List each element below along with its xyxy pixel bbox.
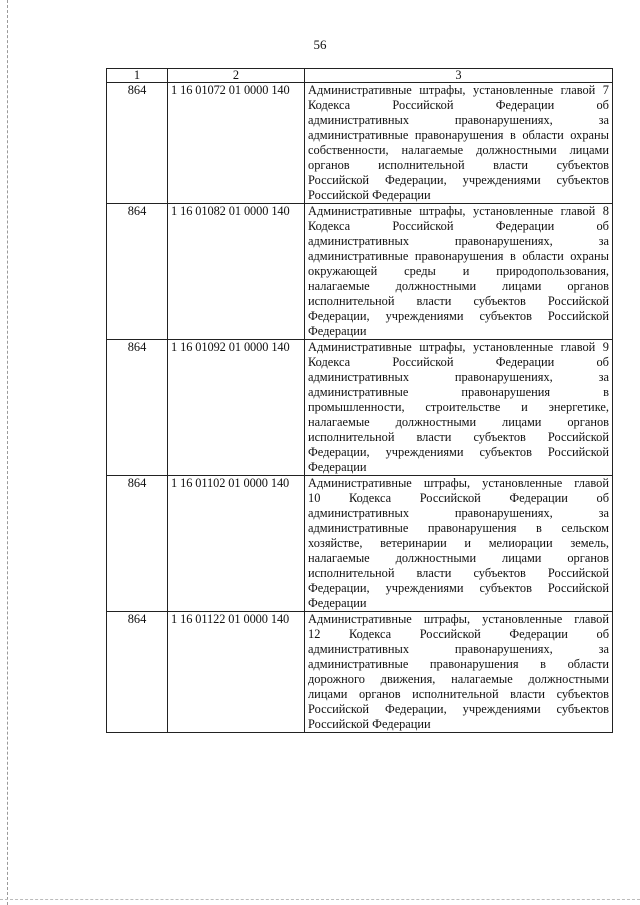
description-line: Административные штрафы, установленные главой 8 (308, 204, 609, 218)
admin-code-cell: 864 (107, 612, 168, 733)
description-line: 12 Кодекса Российской Федерации об (308, 627, 609, 641)
description-line: 10 Кодекса Российской Федерации об (308, 491, 609, 505)
description-line: Российской Федерации, учреждениями субъектов (308, 173, 609, 187)
description-cell (305, 204, 613, 340)
revenue-code-cell: 1 16 01072 01 0000 140 (168, 83, 305, 204)
description-line: налагаемые должностными лицами органов (308, 415, 609, 429)
description-line: Административные штрафы, установленные главой 9 (308, 340, 609, 354)
description-line: административных правонарушениях, за (308, 370, 609, 384)
description-line: Федерации, учреждениями субъектов Российской (308, 309, 609, 323)
description-line: исполнительной власти субъектов Российской (308, 566, 609, 580)
description-line: Кодекса Российской Федерации об (308, 98, 609, 112)
description-line: Административные штрафы, установленные главой (308, 476, 609, 490)
description-line: органов исполнительной власти субъектов (308, 158, 609, 172)
table-header-row (107, 69, 613, 83)
description-line: Административные штрафы, установленные главой (308, 612, 609, 626)
description-line: исполнительной власти субъектов Российской (308, 294, 609, 308)
description-line: хозяйстве, ветеринарии и мелиорации земель, (308, 536, 609, 550)
table-row (107, 612, 613, 733)
description-line: исполнительной власти субъектов Российской (308, 430, 609, 444)
column-header-2: 2 (168, 69, 305, 83)
scan-edge-bottom (0, 899, 640, 900)
description-line: налагаемые должностными лицами органов (308, 279, 609, 293)
admin-code-cell: 864 (107, 83, 168, 204)
description-line: Кодекса Российской Федерации об (308, 219, 609, 233)
description-line: дорожного движения, налагаемые должностными (308, 672, 609, 686)
column-header-3: 3 (305, 69, 613, 83)
description-line: Федерации (308, 596, 367, 610)
admin-code-cell: 864 (107, 476, 168, 612)
description-line: налагаемые должностными лицами органов (308, 551, 609, 565)
description-line: Федерации, учреждениями субъектов Российской (308, 581, 609, 595)
description-line: Российской Федерации, учреждениями субъектов (308, 702, 609, 716)
description-line: Федерации (308, 324, 367, 338)
description-cell (305, 612, 613, 733)
revenue-code-cell: 1 16 01092 01 0000 140 (168, 340, 305, 476)
description-line: Административные штрафы, установленные главой 7 (308, 83, 609, 97)
description-line: собственности, налагаемые должностными лицами (308, 143, 609, 157)
table-row (107, 204, 613, 340)
revenue-code-cell: 1 16 01082 01 0000 140 (168, 204, 305, 340)
page-number: 56 (313, 37, 327, 52)
scan-edge-left (7, 0, 8, 905)
table-body (107, 83, 613, 733)
description-line: административные правонарушения в области (308, 657, 609, 671)
description-line: административных правонарушениях, за (308, 642, 609, 656)
description-line: административные правонарушения в (308, 385, 609, 399)
admin-code-cell: 864 (107, 204, 168, 340)
column-header-1: 1 (107, 69, 168, 83)
description-line: лицами органов исполнительной власти субъектов (308, 687, 609, 701)
description-line: Федерации, учреждениями субъектов Российской (308, 445, 609, 459)
description-line: Кодекса Российской Федерации об (308, 355, 609, 369)
description-line: Российской Федерации (308, 717, 431, 731)
table-row (107, 476, 613, 612)
admin-code-cell: 864 (107, 340, 168, 476)
description-cell (305, 476, 613, 612)
description-line: окружающей среды и природопользования, (308, 264, 609, 278)
description-line: административные правонарушения в области охраны (308, 128, 609, 142)
description-line: Федерации (308, 460, 367, 474)
revenue-code-cell: 1 16 01102 01 0000 140 (168, 476, 305, 612)
table-row (107, 83, 613, 204)
description-line: административных правонарушениях, за (308, 234, 609, 248)
description-line: промышленности, строительстве и энергетике, (308, 400, 609, 414)
description-line: административных правонарушениях, за (308, 113, 609, 127)
revenue-code-cell: 1 16 01122 01 0000 140 (168, 612, 305, 733)
table-row (107, 340, 613, 476)
description-line: административные правонарушения в сельском (308, 521, 609, 535)
description-cell (305, 83, 613, 204)
revenue-codes-table (106, 68, 613, 733)
description-line: административные правонарушения в области охраны (308, 249, 609, 263)
description-line: административных правонарушениях, за (308, 506, 609, 520)
description-line: Российской Федерации (308, 188, 431, 202)
description-cell (305, 340, 613, 476)
